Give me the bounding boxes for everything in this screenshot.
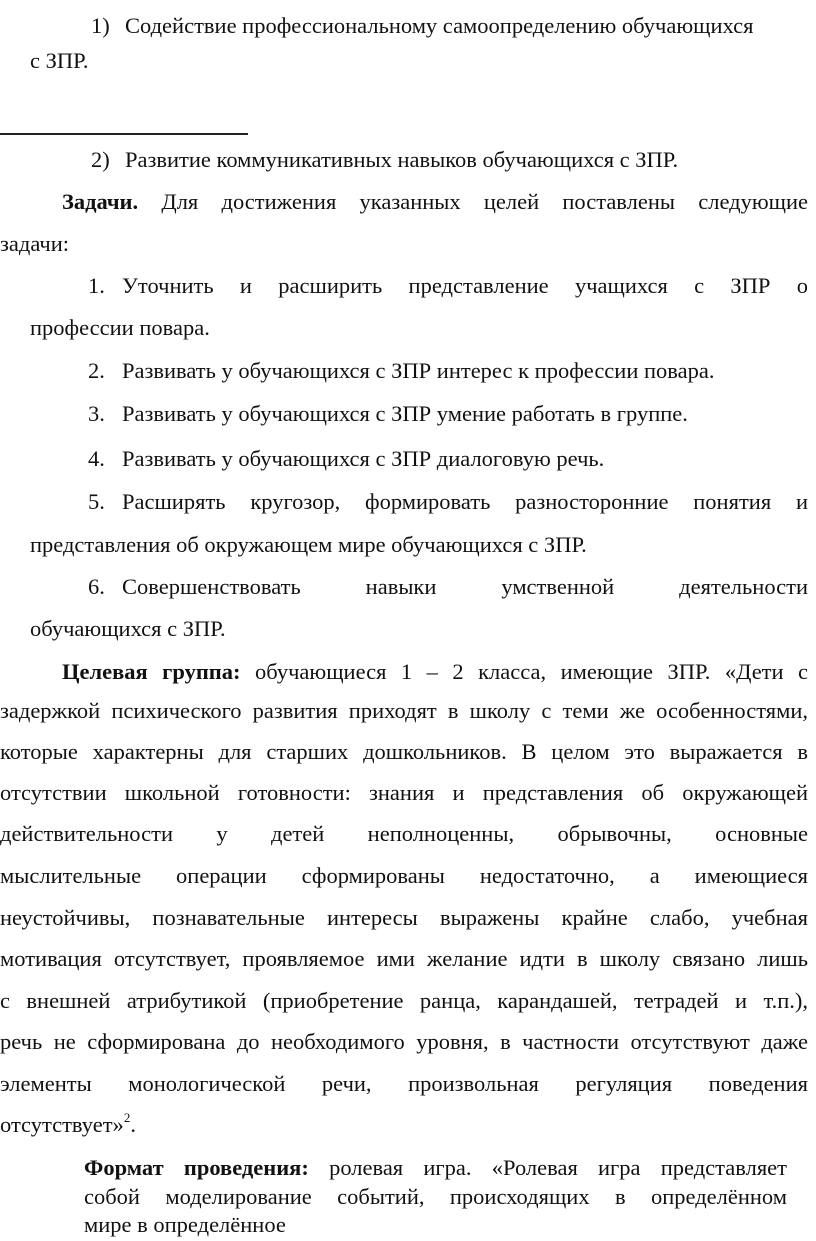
task-4-marker: 4. <box>88 446 105 471</box>
target-group-last-text: отсутствует» <box>0 1112 124 1137</box>
task-item-1-line-1 <box>88 272 808 300</box>
target-group-line-2: задержкой психического развития приходят в школу с теми же особенностями, <box>0 698 808 723</box>
task-item-4 <box>88 445 816 473</box>
target-group-line-7: неустойчивы, познавательные интересы выражены крайне слабо, учебная <box>0 905 808 930</box>
target-group-text-1: обучающиеся 1 – 2 класса, имеющие ЗПР. «Дети с <box>255 659 809 684</box>
goal-1-marker: 1) <box>91 13 110 38</box>
task-item-3 <box>88 400 816 428</box>
target-group-line-4: отсутствии школьной готовности: знания и представления об окружающей <box>0 780 808 805</box>
format-heading: Формат проведения: <box>84 1155 309 1180</box>
target-group-line-1 <box>62 658 808 686</box>
target-group-line-8: мотивация отсутствует, проявляемое ими желание идти в школу связано лишь <box>0 946 808 971</box>
target-group-heading: Целевая группа: <box>62 659 241 684</box>
task-4-text: Развивать у обучающихся с ЗПР диалоговую речь. <box>122 446 605 471</box>
goal-2-marker: 2) <box>91 147 110 172</box>
task-5-marker: 5. <box>88 489 105 514</box>
task-item-6-line-2: обучающихся с ЗПР. <box>30 616 226 641</box>
tasks-intro: Для достижения указанных целей поставлены следующие <box>161 189 808 214</box>
goal-2-text: Развитие коммуникативных навыков обучающихся с ЗПР. <box>125 147 679 172</box>
task-6-text: Совершенствовать навыки умственной деятельности <box>122 574 808 599</box>
format-text-1: ролевая игра. «Ролевая игра представляет <box>329 1155 787 1180</box>
footnote-reference[interactable]: 2 <box>123 1109 131 1125</box>
target-group-line-9: с внешней атрибутикой (приобретение ранца, карандашей, тетрадей и т.п.), <box>0 988 808 1013</box>
goal-1-line-1 <box>91 12 808 40</box>
task-item-6-line-1 <box>88 573 808 601</box>
task-1-marker: 1. <box>88 273 105 298</box>
task-3-text: Развивать у обучающихся с ЗПР умение работать в группе. <box>122 401 688 426</box>
task-2-marker: 2. <box>88 358 105 383</box>
task-item-5-line-1 <box>88 488 808 516</box>
format-line-1 <box>84 1154 787 1182</box>
target-group-line-6: мыслительные операции сформированы недостаточно, а имеющиеся <box>0 863 808 888</box>
format-line-3: мире в определённое <box>84 1212 286 1237</box>
task-3-marker: 3. <box>88 401 105 426</box>
goal-1-text: Содействие профессиональному самоопределению обучающихся <box>125 13 754 38</box>
task-6-marker: 6. <box>88 574 105 599</box>
goal-2-line <box>91 146 808 174</box>
goal-1-line-2: с ЗПР. <box>30 48 89 73</box>
task-item-5-line-2: представления об окружающем мире обучающихся с ЗПР. <box>30 532 587 557</box>
task-5-text: Расширять кругозор, формировать разносторонние понятия и <box>122 489 808 514</box>
target-group-line-10: речь не сформирована до необходимого уровня, в частности отсутствуют даже <box>0 1029 808 1054</box>
format-line-2: собой моделирование событий, происходящих в определённом <box>84 1184 787 1209</box>
tasks-heading: Задачи. <box>62 189 139 214</box>
target-group-line-3: которые характерны для старших дошкольников. В целом это выражается в <box>0 739 808 764</box>
target-group-last-punct: . <box>130 1112 136 1137</box>
target-group-line-12 <box>0 1111 816 1139</box>
tasks-intro-line-1 <box>62 188 808 216</box>
tasks-intro-line-2: задачи: <box>0 231 70 256</box>
target-group-line-5: действительности у детей неполноценны, обрывочны, основные <box>0 821 808 846</box>
task-2-text: Развивать у обучающихся с ЗПР интерес к профессии повара. <box>122 358 715 383</box>
task-item-1-line-2: профессии повара. <box>30 315 210 340</box>
task-1-text: Уточнить и расширить представление учащихся с ЗПР о <box>122 273 808 298</box>
footnote-separator <box>0 133 248 135</box>
task-item-2 <box>88 357 816 385</box>
target-group-line-11: элементы монологической речи, произвольная регуляция поведения <box>0 1071 808 1096</box>
